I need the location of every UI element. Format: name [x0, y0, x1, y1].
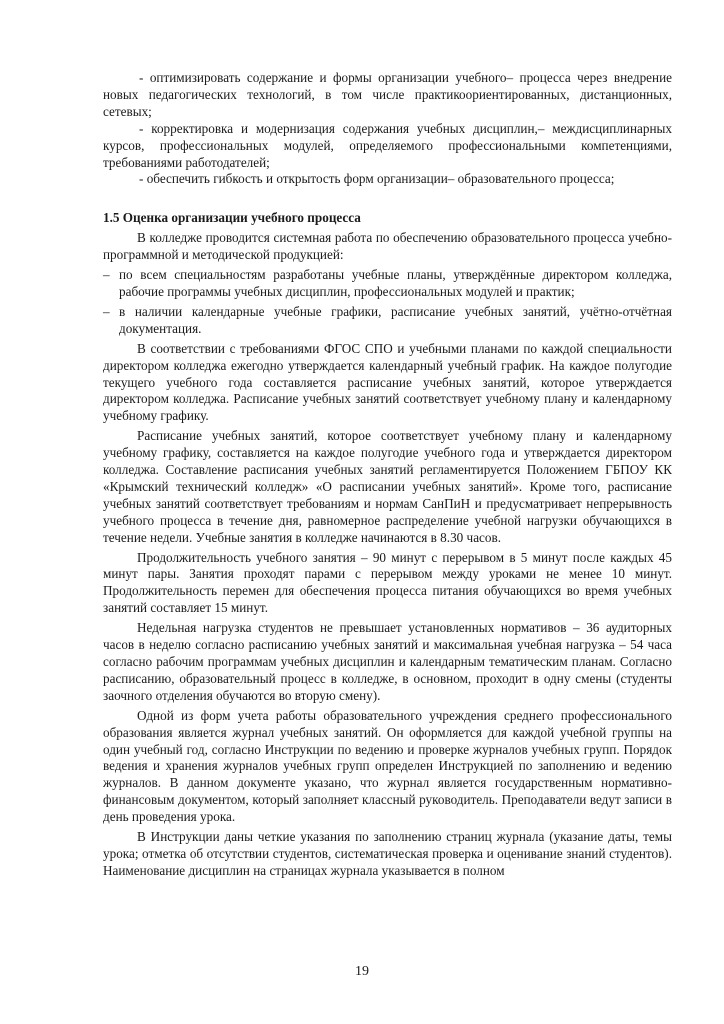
- paragraph: В Инструкции даны четкие указания по заполнению страниц журнала (указание даты, темы урока; отметка об отсутствии студентов, систематическая проверка и оценивание знаний студентов). Наименование дисциплин на страницах журнала указывается в полном: [103, 829, 672, 878]
- document-body: [103, 70, 672, 880]
- dash-marker: –: [103, 267, 110, 283]
- dash-item-text: в наличии календарные учебные графики, расписание учебных занятий, учётно-отчётная документация.: [119, 303, 672, 336]
- intro-item: - корректировка и модернизация содержания учебных дисциплин,– междисциплинарных курсов, профессиональных модулей, определяемого профессиональными компетенциями, требованиями работодателей;: [103, 120, 672, 170]
- dash-list-item: [103, 267, 672, 301]
- paragraph: Продолжительность учебного занятия – 90 минут с перерывом в 5 минут после каждых 45 минут пары. Занятия проходят парами с перерывом между уроками не менее 10 минут. Продолжительность перемен для обеспечения процесса питания обучающихся во время учебных занятий составляет 15 минут.: [103, 549, 672, 616]
- dash-list-item: [103, 304, 672, 338]
- paragraph: В соответствии с требованиями ФГОС СПО и учебными планами по каждой специальности директором колледжа ежегодно утверждается календарный учебный график. На каждое полугодие текущего учебного года составляется расписание учебных занятий, которое утверждается директором колледжа. Расписание учебных занятий соответствует учебному плану и календарному учебному графику.: [103, 340, 672, 424]
- dash-marker: –: [103, 303, 110, 319]
- paragraph: Одной из форм учета работы образовательного учреждения среднего профессионального образования является журнал учебных занятий. Он оформляется для каждой учебной группы на один учебный год, согласно Инструкции по ведению и проверке журналов учебных групп. Порядок ведения и хранения журналов учебных групп определен Инструкцией по заполнению и ведению журналов. В данном документе указано, что журнал является государственным нормативно-финансовым документом, который заполняет классный руководитель. Преподаватели ведут записи в день проведения урока.: [103, 707, 672, 825]
- intro-item: - обеспечить гибкость и открытость форм организации– образовательного процесса;: [139, 171, 615, 187]
- paragraph: Расписание учебных занятий, которое соответствует учебному плану и календарному учебному графику, составляется на каждое полугодие учебного года и утверждается директором колледжа. Составление расписания учебных занятий регламентируется Положением ГБПОУ КК «Крымский технический колледж» «О расписании учебных занятий». Кроме того, расписание учебных занятий соответствует требованиям и нормам СанПиН и предусматривает непрерывность учебного процесса в течение дня, равномерное распределение учебной нагрузки обучающихся в течение недели. Учебные занятия в колледже начинаются в 8.30 часов.: [103, 428, 672, 545]
- dash-item-text: по всем специальностям разработаны учебные планы, утверждённые директором колледжа, рабочие программы учебных дисциплин, профессиональных модулей и практик;: [119, 267, 672, 299]
- intro-item: - оптимизировать содержание и формы организации учебного– процесса через внедрение новых педагогических технологий, в том числе практикоориентированных, дистанционных, сетевых;: [103, 70, 672, 119]
- paragraph: Недельная нагрузка студентов не превышает установленных нормативов – 36 аудиторных часов в неделю согласно расписанию учебных занятий и максимальная учебная нагрузка – 54 часа согласно рабочим программам учебных дисциплин и календарным тематическим планам. Согласно расписанию, образовательный процесс в колледже, в основном, проходит в одну смены (студенты заочного отделения обучаются во вторую смену).: [103, 620, 672, 703]
- paragraph-intro: В колледже проводится системная работа по обеспечению образовательного процесса учебно-программной и методической продукцией:: [103, 230, 672, 263]
- page-number: 19: [355, 964, 369, 979]
- section-heading: 1.5 Оценка организации учебного процесса: [103, 210, 361, 226]
